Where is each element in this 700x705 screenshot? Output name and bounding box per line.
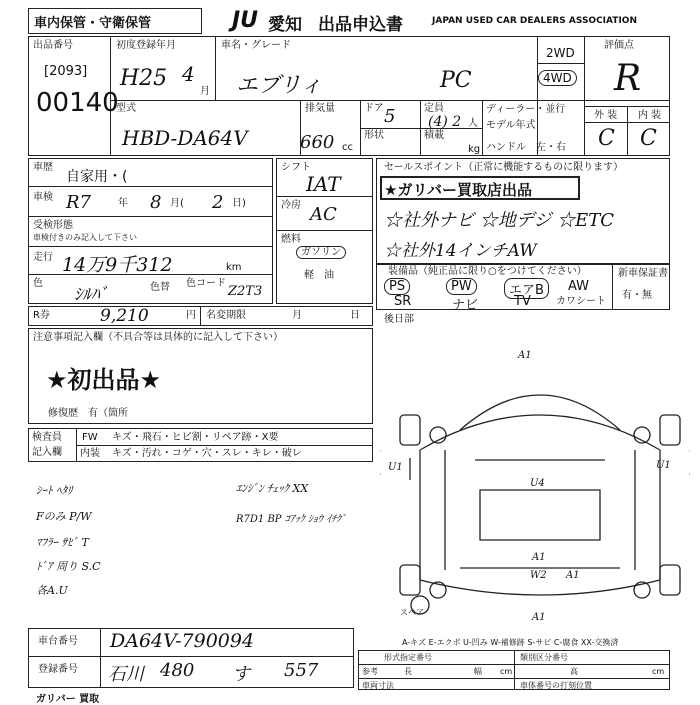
history-label: 車歴: [33, 162, 53, 173]
equip-navi: ナビ: [452, 298, 479, 313]
damage-legend: A-キズ E-エクボ U-凹み W-補修跡 S-サビ C-腐食 XX-交換済: [402, 638, 619, 647]
plate-label: 登録番号: [38, 664, 78, 675]
name-change-day: 日: [350, 310, 360, 321]
displacement-value: 660: [300, 132, 335, 153]
interior-grade: C: [640, 126, 657, 151]
history-value: 自家用・(: [66, 169, 128, 185]
equipment-label: 装備品（純正品に限り○をつけてください）: [388, 266, 587, 277]
storage-label: 車内保管・守衛保管: [34, 16, 152, 31]
sales-label: セールスポイント（正常に機能するものに限ります）: [384, 162, 624, 173]
interior-inspect-text: キズ・汚れ・コゲ・穴・スレ・キレ・破レ: [112, 448, 302, 459]
damage-mark-rear-3: W2: [530, 570, 547, 581]
shaken-day-unit: 日): [232, 198, 246, 209]
equip-aw: AW: [568, 279, 590, 294]
inspector-label: 検査員: [32, 432, 62, 443]
dims-cm-1: cm: [500, 667, 513, 676]
warranty-label: 新車保証書: [618, 268, 668, 279]
first-reg-month-unit: 月: [200, 86, 210, 97]
dims-body-size: 車両寸法: [362, 681, 394, 690]
dims-width: 幅: [474, 667, 482, 676]
ju-logo: JU: [232, 8, 259, 33]
ac-value: AC: [310, 204, 337, 225]
lot-bracket: [2093]: [44, 64, 88, 79]
shift-value: IAT: [306, 172, 341, 196]
interior-inspect-label: 内装: [80, 448, 100, 459]
remark-3: ﾏﾌﾗｰ ｻﾋﾞ T: [36, 536, 89, 549]
remark-1: ｼｰﾄ ﾍﾀﾘ: [36, 484, 73, 497]
displacement-unit: cc: [342, 142, 353, 153]
equip-airbag: エアB: [504, 278, 549, 299]
sales-line-2: ☆社外14インチAW: [384, 241, 537, 261]
warranty-value: 有・無: [622, 290, 652, 301]
dims-stamp-position: 車体番号の打刻位置: [520, 681, 592, 690]
dims-cm-2: cm: [652, 667, 665, 676]
notes-repair: 修復歴 有（箇所: [48, 408, 128, 419]
spare-label: スペア: [400, 608, 424, 617]
car-grade: PC: [440, 68, 472, 93]
first-reg-label: 初度登録年月: [116, 40, 176, 51]
remark-4: ﾄﾞｱ 周り S.C: [36, 560, 101, 573]
mileage-unit: km: [226, 262, 242, 273]
ac-label: 冷房: [281, 200, 301, 211]
car-name-label: 車名・グレード: [221, 40, 291, 51]
color-code: Z2T3: [228, 284, 263, 299]
shaken-era: R7: [66, 192, 92, 213]
shaken-month: 8: [150, 192, 162, 213]
damage-mark-rear-2: A1: [566, 570, 580, 581]
chassis-number: DA64V-790094: [110, 630, 255, 652]
capacity-value: (4) 2: [428, 114, 462, 130]
shape-label: 形状: [364, 130, 384, 141]
notes-label: 注意事項記入欄（不具合等は具体的に記入して下さい）: [33, 332, 283, 343]
equip-sr: SR: [394, 294, 412, 309]
color-label: 色: [33, 278, 43, 289]
doors-label: ドア: [364, 103, 384, 114]
mileage-value: 14万9千312: [62, 254, 173, 276]
fuel-label: 燃料: [281, 234, 301, 245]
grade-label: 評価点: [604, 40, 634, 51]
footer-stamp: ガリバー 買取: [36, 694, 100, 705]
model-label: 型式: [116, 103, 136, 114]
fuel-gasoline: ガソリン: [296, 246, 346, 259]
drive-4wd: 4WD: [538, 70, 577, 86]
equip-tv: TV: [514, 294, 531, 309]
recycle-label: R券: [33, 310, 50, 321]
inspection-note: 車検付きのみ記入して下さい: [33, 233, 137, 242]
damage-mark-left: U1: [388, 462, 403, 473]
notes-first-listing: ★初出品★: [46, 366, 162, 394]
name-change-month: 月: [292, 310, 302, 321]
remark-5: 各A.U: [36, 584, 68, 597]
shaken-label: 車検: [33, 192, 53, 203]
exterior-label: 外 装: [594, 110, 618, 121]
plate-region: 石川: [108, 664, 144, 685]
dims-length: 長: [404, 667, 412, 676]
damage-mark-front: A1: [518, 350, 532, 361]
mileage-label: 走行: [33, 252, 53, 263]
displacement-label: 排気量: [305, 103, 335, 114]
inspection-label: 受検形態: [33, 220, 73, 231]
lot-label: 出品番号: [33, 40, 73, 51]
fw-text: キズ・飛石・ヒビ割・リペア跡・X要: [112, 432, 279, 443]
color-change-label: 色替: [150, 282, 170, 293]
doors-value: 5: [384, 106, 396, 127]
equip-seat: カワシート: [556, 296, 606, 307]
plate-number: 557: [284, 660, 319, 681]
color-code-label: 色コード: [186, 278, 226, 289]
inspector-entry-label: 記入欄: [32, 447, 62, 458]
form-title: 出品申込書: [318, 15, 403, 35]
recycle-unit: 円: [186, 310, 196, 321]
dealer-line: ディーラー・並行: [486, 104, 566, 115]
remark-7: R7D1 BP ｺｱｯｸ ｼｮｳ ｲﾁｸﾞ: [236, 514, 347, 525]
capacity-unit: 人: [468, 118, 478, 129]
car-name: エブリィ: [236, 73, 323, 98]
color-value: ｼﾙﾊﾞ: [74, 285, 108, 305]
damage-mark-bumper: A1: [532, 612, 546, 623]
dims-ref: 参考: [362, 667, 378, 676]
chassis-label: 車台番号: [38, 636, 78, 647]
load-label: 積載: [424, 130, 444, 141]
english-title: JAPAN USED CAR DEALERS ASSOCIATION: [432, 16, 637, 26]
fw-label: FW: [82, 432, 98, 443]
remark-6: ｴﾝｼﾞﾝ ﾁｪｯｸ XX: [236, 482, 309, 495]
damage-mark-rear-1: A1: [532, 552, 546, 563]
lot-number: 00140: [36, 88, 119, 118]
rear-label: 後日部: [384, 314, 414, 325]
name-change-label: 名変期限: [206, 310, 246, 321]
damage-mark-right: U1: [656, 460, 671, 471]
capacity-label: 定員: [424, 103, 444, 114]
grade-value: R: [614, 58, 642, 99]
sales-line-1: ☆社外ナビ ☆地デジ ☆ETC: [384, 210, 615, 231]
dims-height: 高: [570, 667, 578, 676]
dims-header-1: 形式指定番号: [384, 653, 432, 662]
shift-label: シフト: [281, 162, 311, 173]
recycle-value: 9,210: [100, 306, 149, 326]
equip-ps: PS: [384, 278, 410, 295]
equip-pw: PW: [446, 278, 477, 295]
first-reg-year: H25: [120, 66, 168, 91]
shaken-day: 2: [212, 192, 224, 213]
dims-header-2: 類別区分番号: [520, 653, 568, 662]
plate-kana: す: [232, 664, 250, 685]
plate-class: 480: [160, 660, 195, 681]
sales-banner: ★ガリバー買取店出品: [384, 181, 532, 199]
damage-mark-roof: U4: [530, 478, 545, 489]
exterior-grade: C: [598, 126, 615, 151]
model-value: HBD-DA64V: [122, 126, 248, 150]
handle-line: ハンドル 左・右: [486, 142, 566, 153]
shaken-month-unit: 月(: [170, 198, 184, 209]
drive-2wd: 2WD: [546, 46, 575, 60]
load-unit: kg: [468, 144, 481, 155]
model-year-line: モデル年式: [486, 120, 536, 131]
shaken-year-unit: 年: [118, 198, 128, 209]
first-reg-month: 4: [182, 62, 195, 86]
interior-label: 内 装: [638, 110, 662, 121]
fuel-diesel: 軽 油: [304, 270, 334, 281]
org-name: 愛知: [268, 15, 302, 35]
remark-2: Fのみ P/W: [36, 510, 92, 523]
